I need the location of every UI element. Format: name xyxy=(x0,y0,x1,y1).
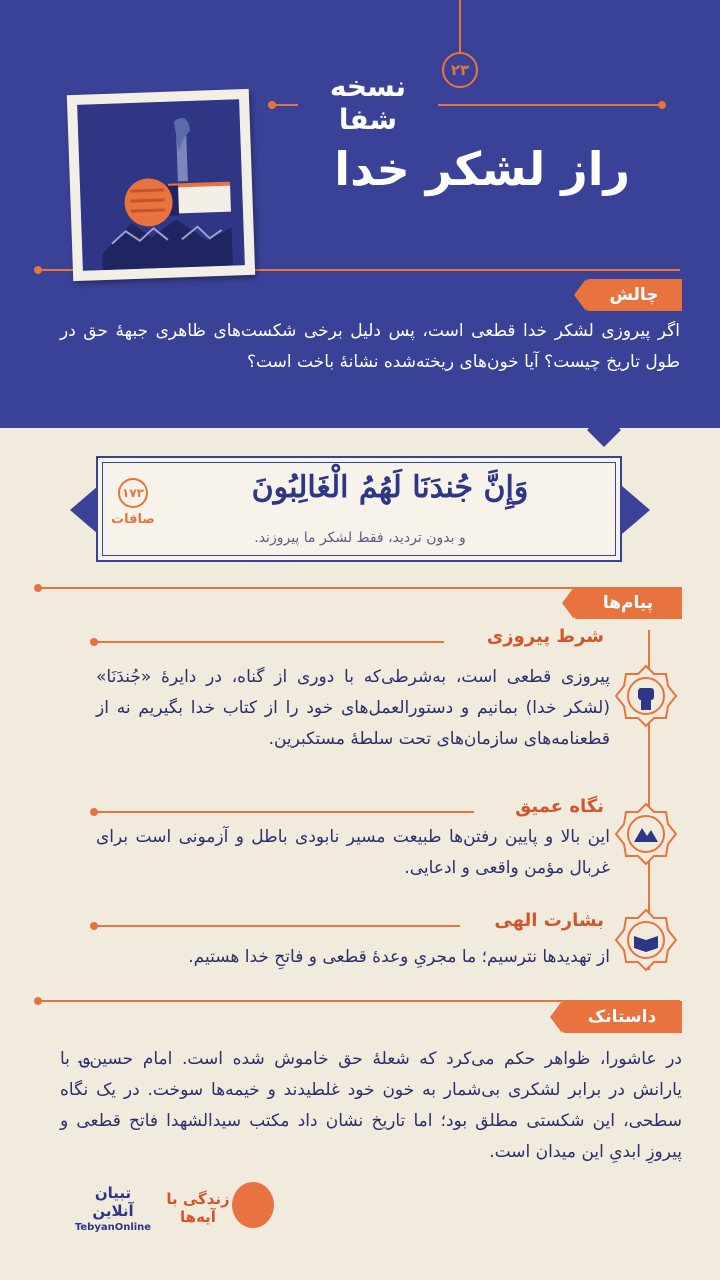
tab-challenge: چالش xyxy=(586,279,682,311)
illustration-frame xyxy=(67,89,255,281)
decor-dot xyxy=(34,997,42,1005)
decor-dot xyxy=(90,922,98,930)
decor-dot xyxy=(34,266,42,274)
surah-name: صافات xyxy=(111,512,155,527)
decor-line xyxy=(438,104,662,106)
tab-story: داستانک xyxy=(562,1001,682,1033)
message-title: بشارت الهی xyxy=(494,910,604,931)
decor-line xyxy=(96,641,444,643)
verse-arabic: وَإِنَّ جُندَنَا لَهُمُ الْغَالِبُونَ xyxy=(251,470,529,505)
message-text: از تهدیدها نترسیم؛ ما مجریِ وعدهٔ قطعی و فاتحِ خدا هستیم. xyxy=(188,947,610,967)
series-number-badge: ۲۳ xyxy=(442,52,478,88)
decor-line xyxy=(274,104,298,106)
message-text: پیروزی قطعی است، به‌شرطی‌که با دوری از گناه، در دایرهٔ «جُندَنَا» (لشکر خدا) بمانیم و دستورالعمل‌های خود را از کتاب خدا بگیریم نه از قطعنامه‌های سازمان‌های تحت سلطهٔ مستکبرین. xyxy=(96,667,610,749)
verse-translation: و بدون تردید، فقط لشکر ما پیروزند. xyxy=(254,530,466,546)
illustration xyxy=(77,99,245,271)
decor-line xyxy=(96,811,474,813)
message-title: شرط پیروزی xyxy=(486,626,604,647)
series-logo: نسخه شفا xyxy=(329,70,407,136)
program-logo: زندگی با آیه‌ها xyxy=(166,1190,230,1226)
fist-illustration-icon xyxy=(77,99,245,271)
verse-arrow-left xyxy=(70,486,98,534)
decor-dot xyxy=(90,808,98,816)
decor-line xyxy=(96,925,460,927)
decor-dot xyxy=(34,584,42,592)
verse-arrow-right xyxy=(622,486,650,534)
challenge-text: اگر پیروزی لشکر خدا قطعی است، پس دلیل برخی شکست‌های ظاهری جبههٔ حق در طول تاریخ چیست؟ آیا خون‌های ریخته‌شده نشانهٔ باخت است؟ xyxy=(60,321,680,372)
message-text: این بالا و پایین رفتن‌ها طبیعت مسیر نابودی باطل و آزمونی است برای غربال مؤمن واقعی و ادعایی. xyxy=(96,827,610,878)
decor-dot xyxy=(90,638,98,646)
tebyan-logo xyxy=(72,1184,154,1233)
decor-dot xyxy=(268,101,276,109)
decor-dot xyxy=(658,101,666,109)
mountains-icon xyxy=(614,802,678,866)
story-text: در عاشورا، ظواهر حکم می‌کرد که شعلهٔ حق خاموش شده است. امام حسین‌؈ با یارانش در برابر لشکری بی‌شمار به خون خود غلطیدند و خیمه‌ها سوخت. در یک نگاه سطحی، این شکستی مطلق بود؛ اما تاریخ نشان داد مکتب سیدالشهدا فاتح قطعی و پیروزِ ابدیِ این میدان است. xyxy=(60,1049,682,1162)
tab-messages: پیام‌ها xyxy=(574,587,682,619)
message-title: نگاه عمیق xyxy=(515,796,604,817)
surah-number-badge: ۱۷۳ xyxy=(118,478,148,508)
program-emblem-icon xyxy=(232,1182,274,1228)
raised-fist-icon xyxy=(614,664,678,728)
open-book-icon xyxy=(614,908,678,972)
page-title: راز لشکر خدا xyxy=(334,142,630,196)
hanging-line xyxy=(459,0,461,56)
tebyan-logo-en: TebyanOnline xyxy=(74,1222,152,1233)
tebyan-logo-fa: تبیان آنلاین xyxy=(92,1184,134,1220)
